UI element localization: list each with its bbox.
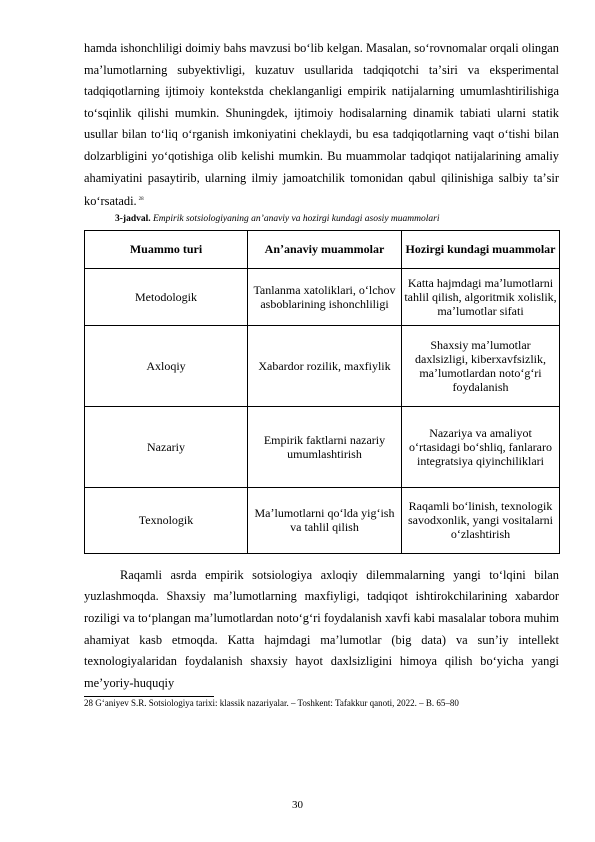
table-caption-label: 3-jadval. bbox=[115, 213, 151, 224]
table-row bbox=[85, 268, 560, 325]
header-current-problems: Hozirgi kundagi muammolar bbox=[402, 230, 560, 268]
cell-current: Nazariya va amaliyot oʻrtasidagi boʻshliq, fanlararo integratsiya qiyinchiliklari bbox=[402, 406, 560, 487]
cell-current: Raqamli boʻlinish, texnologik savodxonlik, yangi vositalarni oʻzlashtirish bbox=[402, 487, 560, 553]
cell-traditional: Xabardor rozilik, maxfiylik bbox=[248, 325, 402, 406]
table-header-row bbox=[85, 230, 560, 268]
cell-type: Metodologik bbox=[85, 268, 248, 325]
table-row bbox=[85, 487, 560, 553]
table-row bbox=[85, 325, 560, 406]
header-problem-type: Muammo turi bbox=[85, 230, 248, 268]
cell-type: Texnologik bbox=[85, 487, 248, 553]
cell-type: Nazariy bbox=[85, 406, 248, 487]
footnote: 28 Gʻaniyev S.R. Sotsiologiya tarixi: klassik nazariyalar. – Toshkent: Tafakkur qanoti, 2022. – B. 65–80 bbox=[84, 698, 459, 709]
cell-traditional: Maʼlumotlarni qoʻlda yigʻish va tahlil qilish bbox=[248, 487, 402, 553]
intro-paragraph-text: hamda ishonchliligi doimiy bahs mavzusi boʻlib kelgan. Masalan, soʻrovnomalar orqali olingan maʼlumotlarning subyektivligi, kuzatuv usullarida tadqiqotchi taʼsiri va eksperimental tadqiqotlarning ijtimoiy kontekstda cheklanganligi empirik natijalarning umumlashtirilishiga toʻsqinlik qilishi mumkin. Shuningdek, ijtimoiy hodisalarning dinamik tabiati ularni statik usullar bilan toʻliq oʻrganish imkoniyatini cheklaydi, bu esa tadqiqotlarning vaqt oʻtishi bilan dolzarbligini yoʻqotishiga olib kelishi mumkin. Bu muammolar tadqiqot natijalarining amaliy ahamiyatini pasaytirib, ularning ilmiy jamoatchilik tomonidan qabul qilinishiga salbiy taʼsir koʻrsatadi. bbox=[84, 41, 559, 209]
cell-type: Axloqiy bbox=[85, 325, 248, 406]
page-number: 30 bbox=[292, 799, 303, 811]
intro-paragraph bbox=[84, 38, 559, 213]
table-caption bbox=[115, 213, 559, 226]
second-paragraph: Raqamli asrda empirik sotsiologiya axloqiy dilemmalarning yangi toʻlqini bilan yuzlashmoqda. Shaxsiy maʼlumotlarning maxfiyligi, tadqiqot ishtirokchilarining xabardor roziligi va toʻplangan maʼlumotlardan notoʻgʻri foydalanish xavfi kabi masalalar tobora muhim ahamiyat kasb etmoqda. Katta hajmdagi maʼlumotlar (big data) va sunʼiy intellekt texnologiyalaridan foydalanish shaxsiy hayot daxlsizligini himoya qilish boʻyicha yangi meʼyoriy-huquqiy bbox=[84, 567, 559, 690]
cell-traditional: Tanlanma xatoliklari, oʻlchov asboblarining ishonchliligi bbox=[248, 268, 402, 325]
page-body bbox=[84, 38, 559, 710]
cell-current: Shaxsiy maʼlumotlar daxlsizligi, kiberxavfsizlik, maʼlumotlardan notoʻgʻri foydalanish bbox=[402, 325, 560, 406]
header-traditional-problems: Anʼanaviy muammolar bbox=[248, 230, 402, 268]
problems-table bbox=[84, 230, 560, 554]
cell-traditional: Empirik faktlarni nazariy umumlashtirish bbox=[248, 406, 402, 487]
footnote-reference[interactable]: 28 bbox=[138, 197, 144, 203]
cell-current: Katta hajmdagi maʼlumotlarni tahlil qilish, algoritmik xolislik, maʼlumotlar sifati bbox=[402, 268, 560, 325]
table-caption-text: Empirik sotsiologiyaning anʼanaviy va hozirgi kundagi asosiy muammolari bbox=[153, 213, 440, 224]
table-row bbox=[85, 406, 560, 487]
